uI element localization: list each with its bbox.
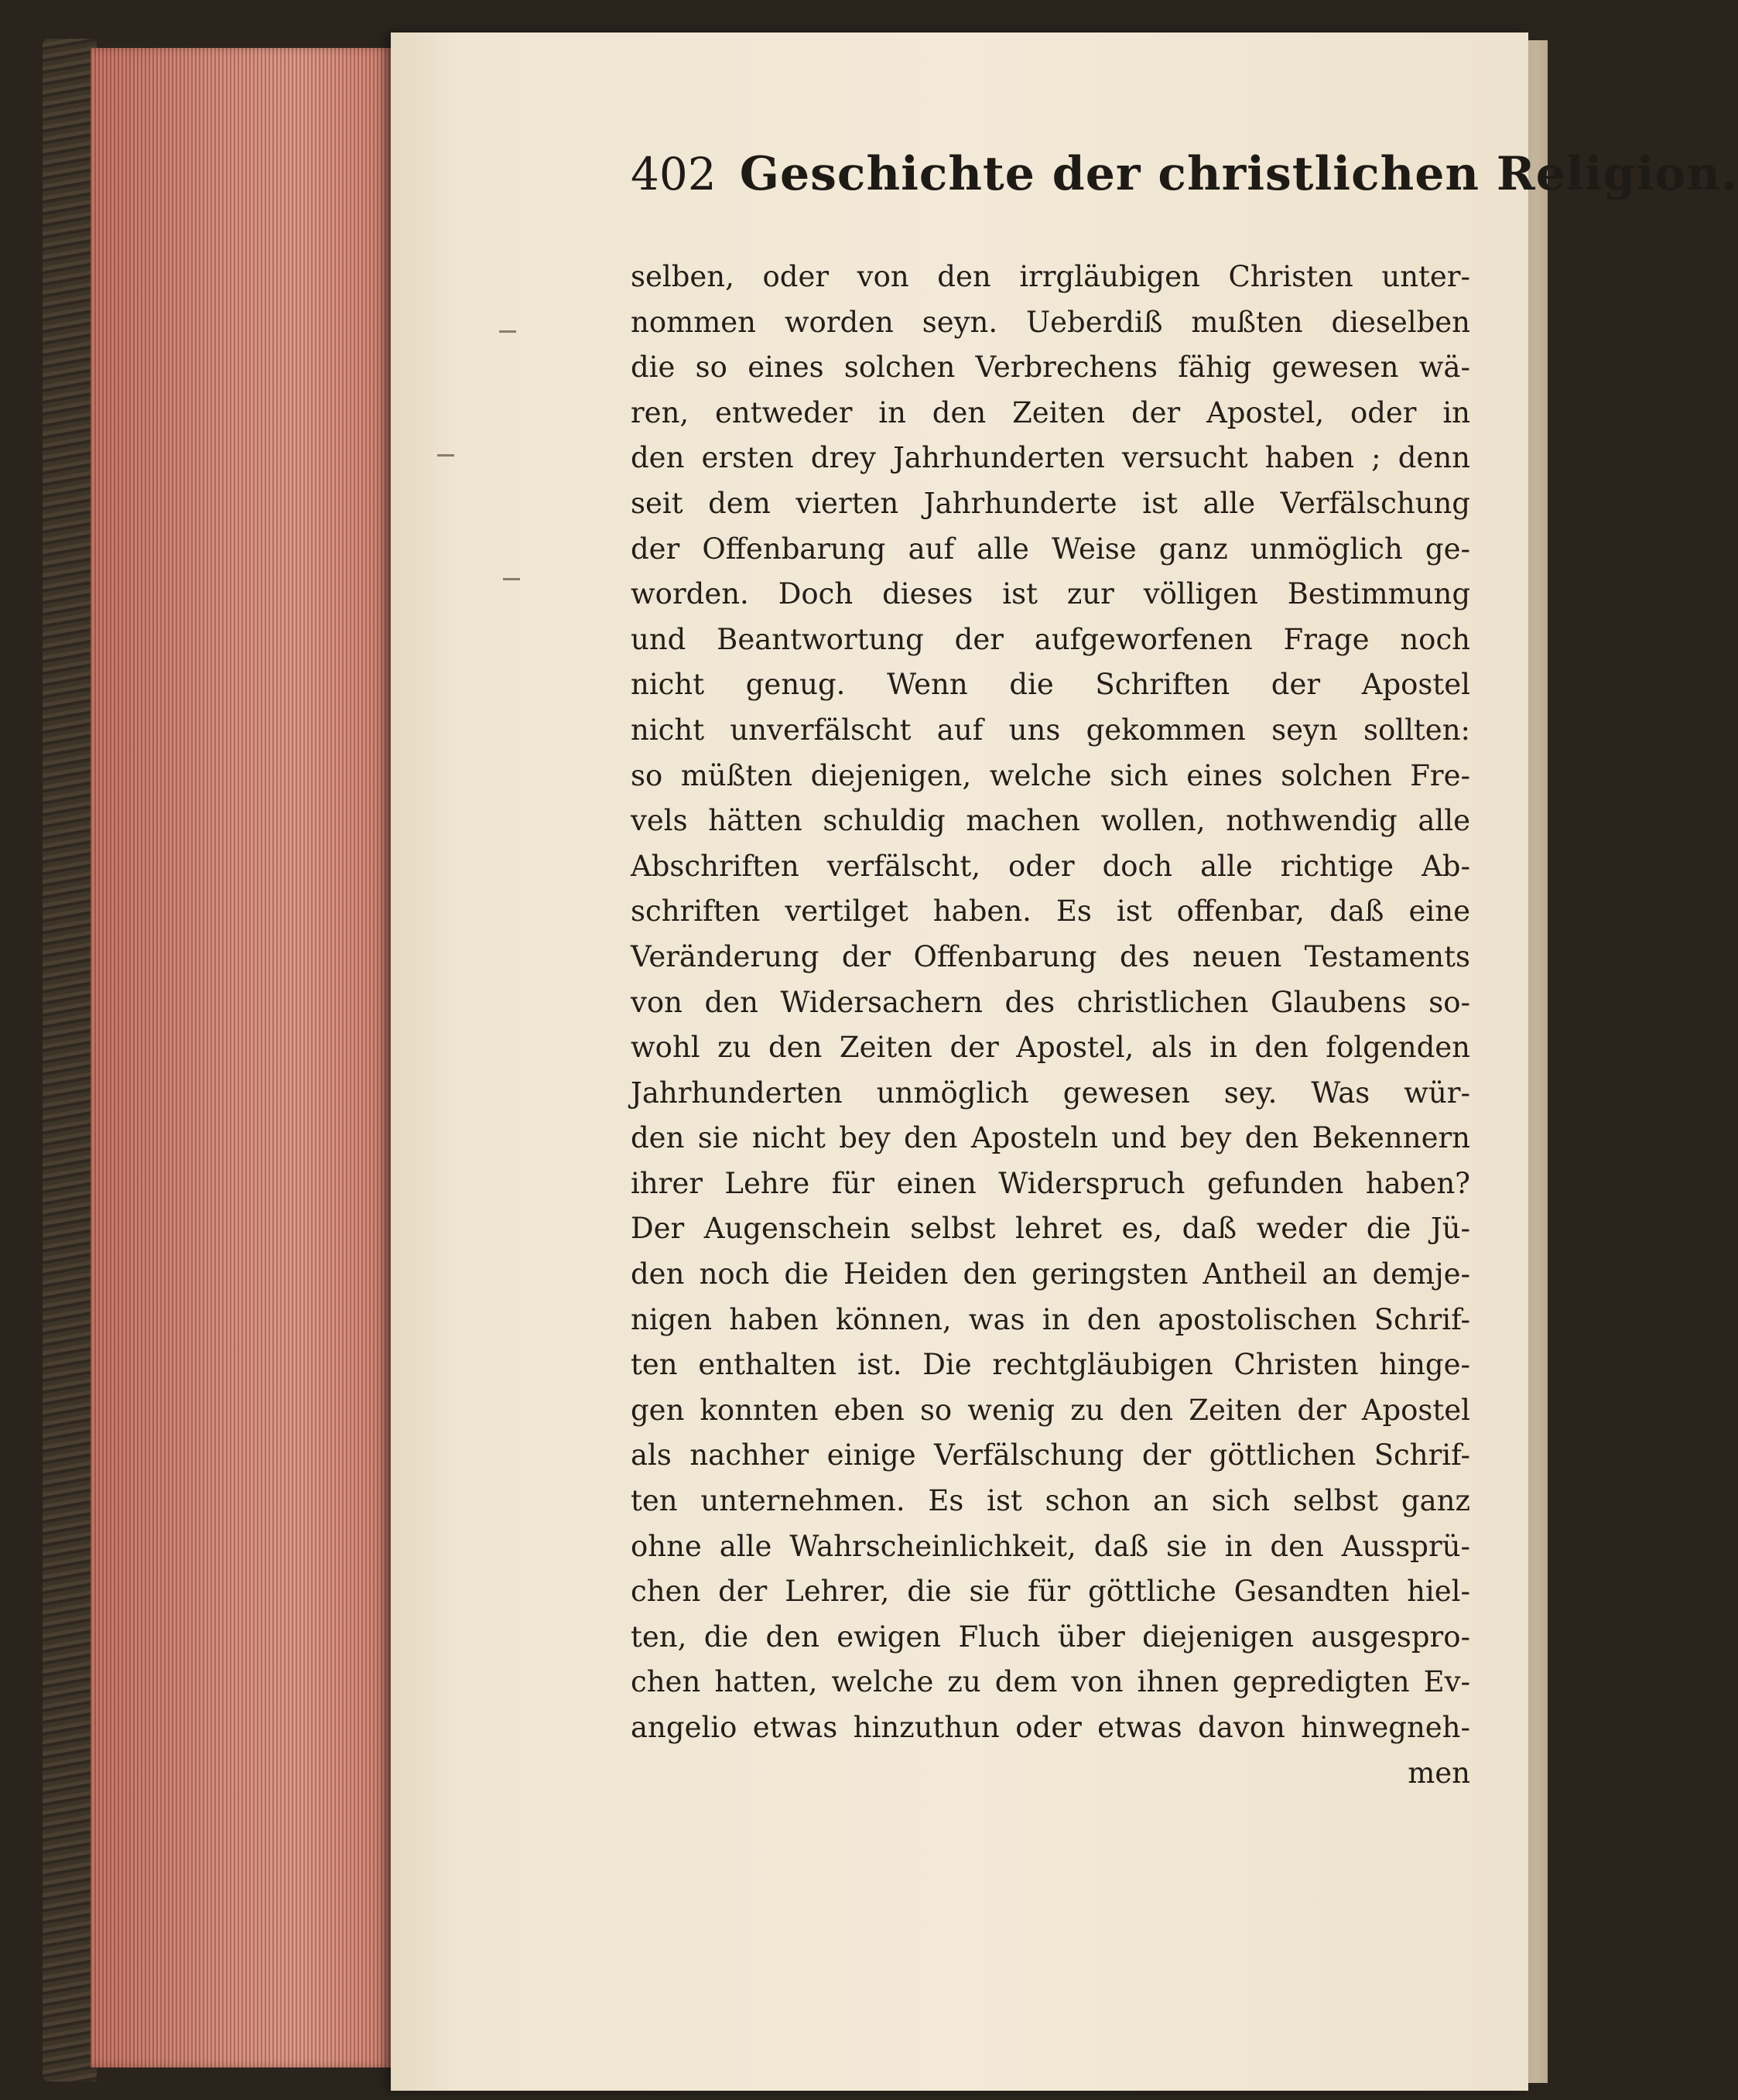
text-line: als nachher einige Verfälschung der göttlichen Schrif- [631, 1438, 1470, 1472]
text-line: ren, entweder in den Zeiten der Apostel, oder in [631, 395, 1470, 429]
text-line: nommen worden seyn. Ueberdiß mußten dieselben [631, 305, 1470, 339]
page-header [631, 147, 1738, 232]
page-number: 402 [631, 148, 717, 200]
text-line: chen hatten, welche zu dem von ihnen gepredigten Ev- [631, 1665, 1470, 1699]
text-line: ten, die den ewigen Fluch über diejenigen ausgespro- [631, 1619, 1470, 1654]
text-line: ten enthalten ist. Die rechtgläubigen Christen hinge- [631, 1348, 1470, 1382]
text-line: nicht genug. Wenn die Schriften der Apostel [631, 668, 1470, 702]
text-line: so müßten diejenigen, welche sich eines solchen Fre- [631, 758, 1470, 792]
text-line: worden. Doch dieses ist zur völligen Bestimmung [631, 577, 1470, 611]
text-line: schriften vertilget haben. Es ist offenbar, daß eine [631, 894, 1470, 929]
text-line: den noch die Heiden den geringsten Antheil an demje- [631, 1257, 1470, 1291]
catchword: men [1408, 1756, 1470, 1790]
margin-mark [499, 330, 516, 333]
text-line: selben, oder von den irrgläubigen Christen unter- [631, 260, 1470, 293]
text-line: von den Widersachern des christlichen Glaubens so- [631, 985, 1470, 1019]
text-line: Abschriften verfälscht, oder doch alle richtige Ab- [631, 849, 1470, 883]
text-line: Der Augenschein selbst lehret es, daß weder die Jü- [631, 1212, 1470, 1246]
text-line: Jahrhunderten unmöglich gewesen sey. Was wür- [631, 1076, 1470, 1110]
text-line: ten unternehmen. Es ist schon an sich selbst ganz [631, 1484, 1470, 1518]
text-line: vels hätten schuldig machen wollen, nothwendig alle [631, 804, 1470, 838]
body-text [631, 255, 1470, 1796]
book [43, 32, 1738, 2091]
text-line: angelio etwas hinzuthun oder etwas davon hinwegneh- [631, 1711, 1470, 1744]
text-line: nigen haben können, was in den apostolischen Schrif- [631, 1302, 1470, 1336]
text-line: gen konnten eben so wenig zu den Zeiten der Apostel [631, 1393, 1470, 1427]
text-line: Veränderung der Offenbarung des neuen Testaments [631, 939, 1470, 973]
text-line: ihrer Lehre für einen Widerspruch gefunden haben? [631, 1166, 1470, 1200]
text-line: wohl zu den Zeiten der Apostel, als in den folgenden [631, 1031, 1470, 1065]
text-line: den sie nicht bey den Aposteln und bey den Bekennern [631, 1121, 1470, 1155]
margin-mark [503, 578, 520, 580]
margin-mark [437, 454, 454, 457]
text-line: ohne alle Wahrscheinlichkeit, daß sie in den Aussprü- [631, 1529, 1470, 1563]
page-edges [91, 48, 392, 2068]
text-line: chen der Lehrer, die sie für göttliche Gesandten hiel- [631, 1575, 1470, 1609]
text-line: seit dem vierten Jahrhunderte ist alle Verfälschung [631, 486, 1470, 520]
text-line: nicht unverfälscht auf uns gekommen seyn sollten: [631, 713, 1470, 747]
text-line: und Beantwortung der aufgeworfenen Frage noch [631, 622, 1470, 656]
book-cover-edge [43, 39, 97, 2081]
text-line: der Offenbarung auf alle Weise ganz unmöglich ge- [631, 532, 1470, 566]
book-page [391, 32, 1738, 2091]
text-line: die so eines solchen Verbrechens fähig gewesen wä- [631, 351, 1470, 385]
text-line: den ersten drey Jahrhunderten versucht haben ; denn [631, 441, 1470, 475]
running-title: Geschichte der christlichen Religion. [739, 147, 1738, 201]
